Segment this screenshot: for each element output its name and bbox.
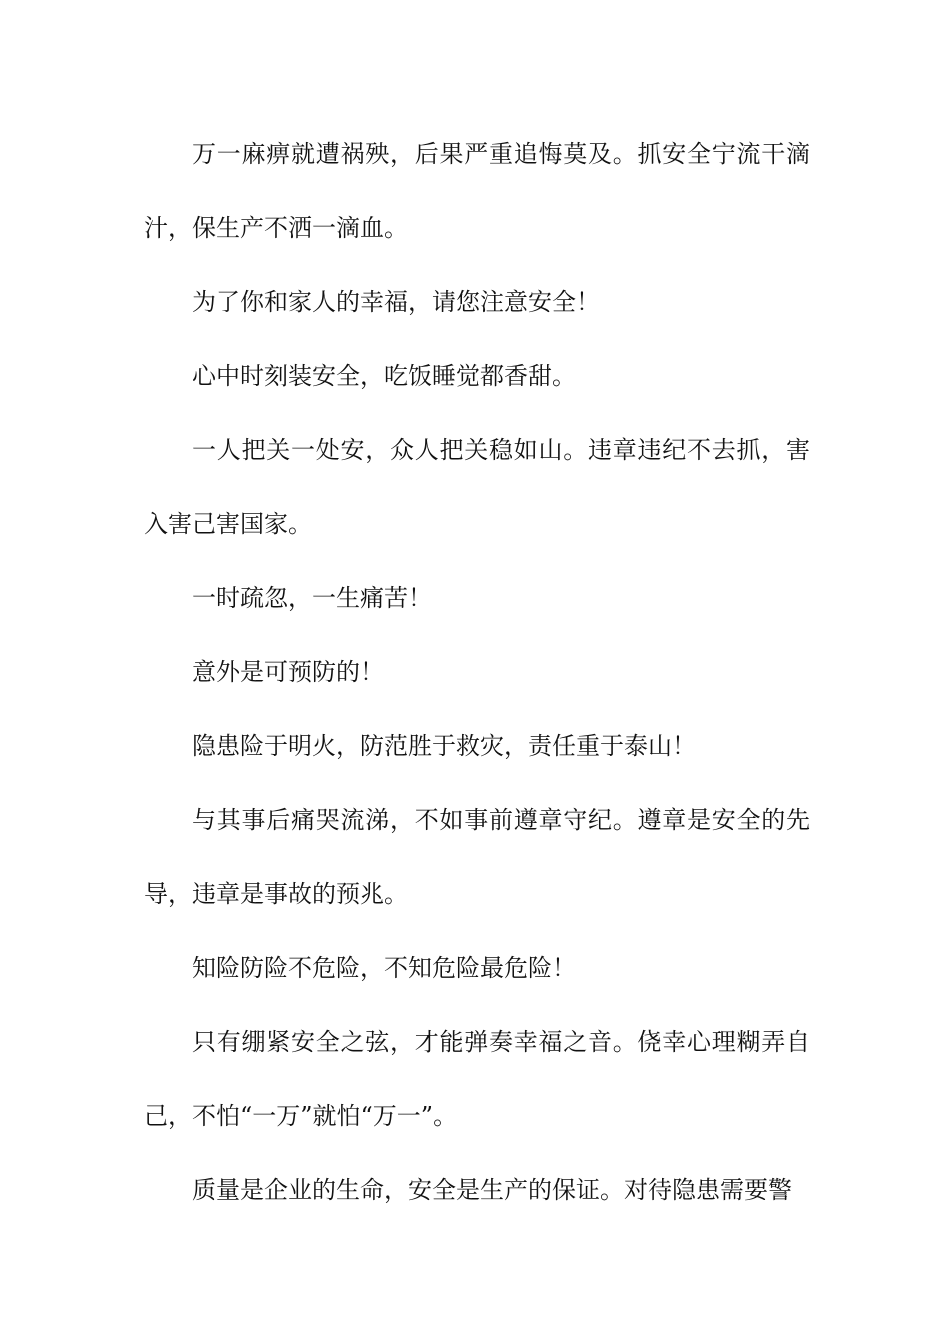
paragraph: 意外是可预防的！ — [192, 658, 384, 686]
paragraph: 知险防险不危险，不知危险最危险！ — [192, 954, 576, 982]
paragraph: 一时疏忽，一生痛苦！ — [192, 584, 432, 612]
paragraph: 隐患险于明火，防范胜于救灾，责任重于泰山！ — [192, 732, 696, 760]
paragraph: 为了你和家人的幸福，请您注意安全！ — [192, 288, 600, 316]
paragraph: 一人把关一处安，众人把关稳如山。违章违纪不去抓，害入害己害国家。 — [144, 436, 810, 538]
paragraph: 质量是企业的生命，安全是生产的保证。对待隐患需要警 — [192, 1176, 792, 1204]
document-body — [144, 117, 810, 1227]
paragraph: 心中时刻装安全，吃饭睡觉都香甜。 — [192, 362, 576, 390]
paragraph: 与其事后痛哭流涕，不如事前遵章守纪。遵章是安全的先导，违章是事故的预兆。 — [144, 806, 810, 908]
paragraph: 只有绷紧安全之弦，才能弹奏幸福之音。侥幸心理糊弄自己，不怕“一万”就怕“万一”。 — [144, 1028, 810, 1130]
paragraph: 万一麻痹就遭祸殃，后果严重追悔莫及。抓安全宁流干滴汁，保生产不洒一滴血。 — [144, 140, 810, 242]
